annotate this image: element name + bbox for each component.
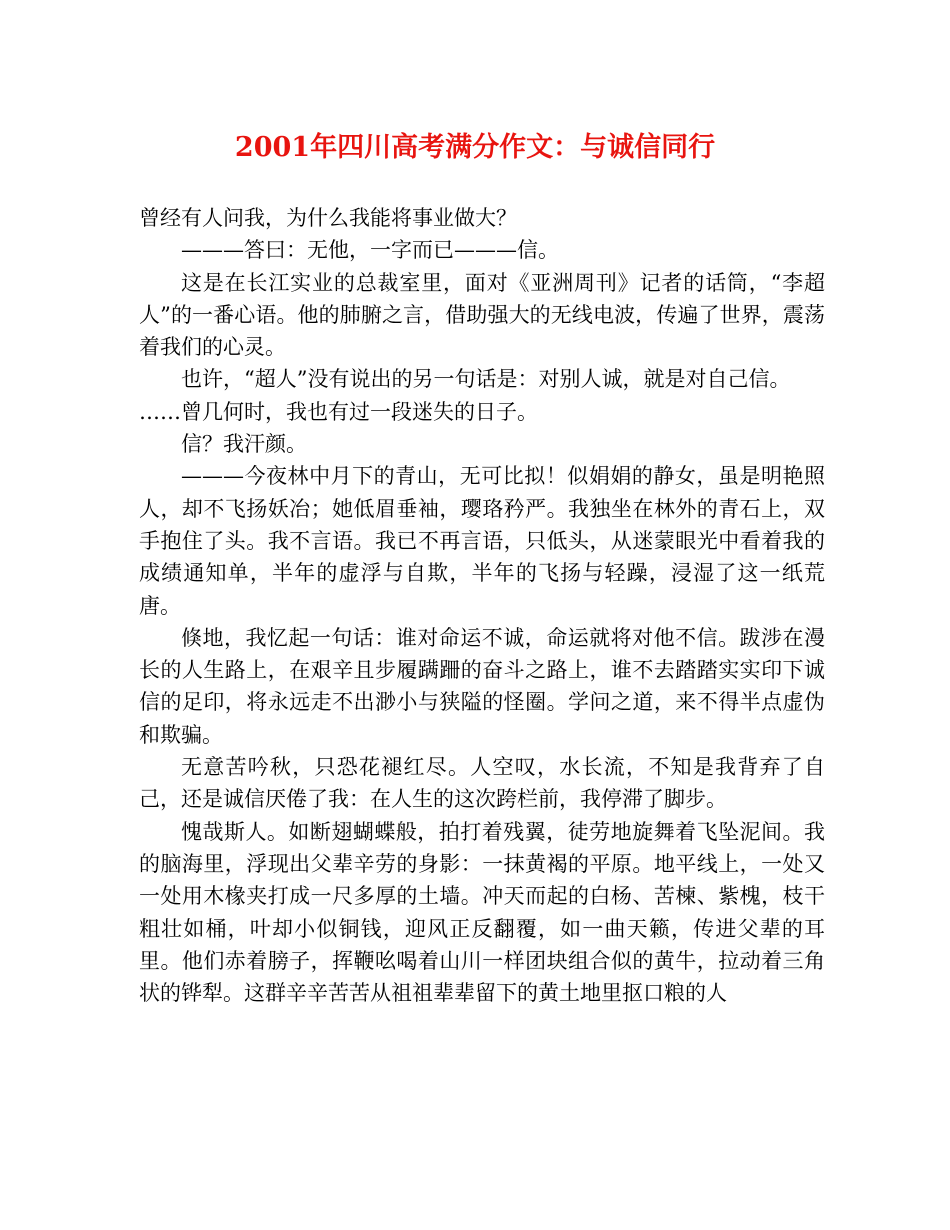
paragraph: 倏地，我忆起一句话：谁对命运不诚，命运就将对他不信。跋涉在漫长的人生路上，在艰辛且步履蹒跚的奋斗之路上，谁不去踏踏实实印下诚信的足印，将永远走不出渺小与狭隘的怪圈。学问之道，来不得半点虚伪和欺骗。 [139,625,825,747]
paragraph: ……曾几何时，我也有过一段迷失的日子。 [139,399,538,424]
paragraph: ———今夜林中月下的青山，无可比拟！似娟娟的静女，虽是明艳照人，却不飞扬妖冶；她低眉垂袖，璎珞矜严。我独坐在林外的青石上，双手抱住了头。我不言语。我已不再言语，只低头，从迷蒙眼光中看着我的成绩通知单，半年的虚浮与自欺，半年的飞扬与轻躁，浸湿了这一纸荒唐。 [139,464,825,618]
paragraph: 无意苦吟秋，只恐花褪红尽。人空叹，水长流，不知是我背弃了自己，还是诚信厌倦了我：在人生的这次跨栏前，我停滞了脚步。 [139,755,825,812]
paragraph: ———答曰：无他，一字而已———信。 [181,238,559,263]
paragraph: 也许，“超人”没有说出的另一句话是：对别人诚，就是对自己信。 [181,367,791,392]
paragraph: 愧哉斯人。如断翅蝴蝶般，拍打着残翼，徒劳地旋舞着飞坠泥间。我的脑海里，浮现出父辈辛劳的身影：一抹黄褐的平原。地平线上，一处又一处用木椽夹打成一尺多厚的土墙。冲天而起的白杨、苦楝、紫槐，枝干粗壮如桶，叶却小似铜钱，迎风正反翻覆，如一曲天籁，传进父辈的耳里。他们赤着膀子，挥鞭吆喝着山川一样团块组合似的黄牛，拉动着三角状的铧犁。这群辛辛苦苦从祖祖辈辈留下的黄土地里抠口粮的人 [139,819,825,1006]
document-body [139,202,825,1009]
paragraph: 信？我汗颜。 [181,432,307,457]
document-title: 2001年四川高考满分作文：与诚信同行 [234,132,716,163]
paragraph: 曾经有人问我，为什么我能将事业做大？ [139,206,517,230]
paragraph: 这是在长江实业的总裁室里，面对《亚洲周刊》记者的话筒，“李超人”的一番心语。他的肺腑之言，借助强大的无线电波，传遍了世界，震荡着我们的心灵。 [139,270,825,360]
